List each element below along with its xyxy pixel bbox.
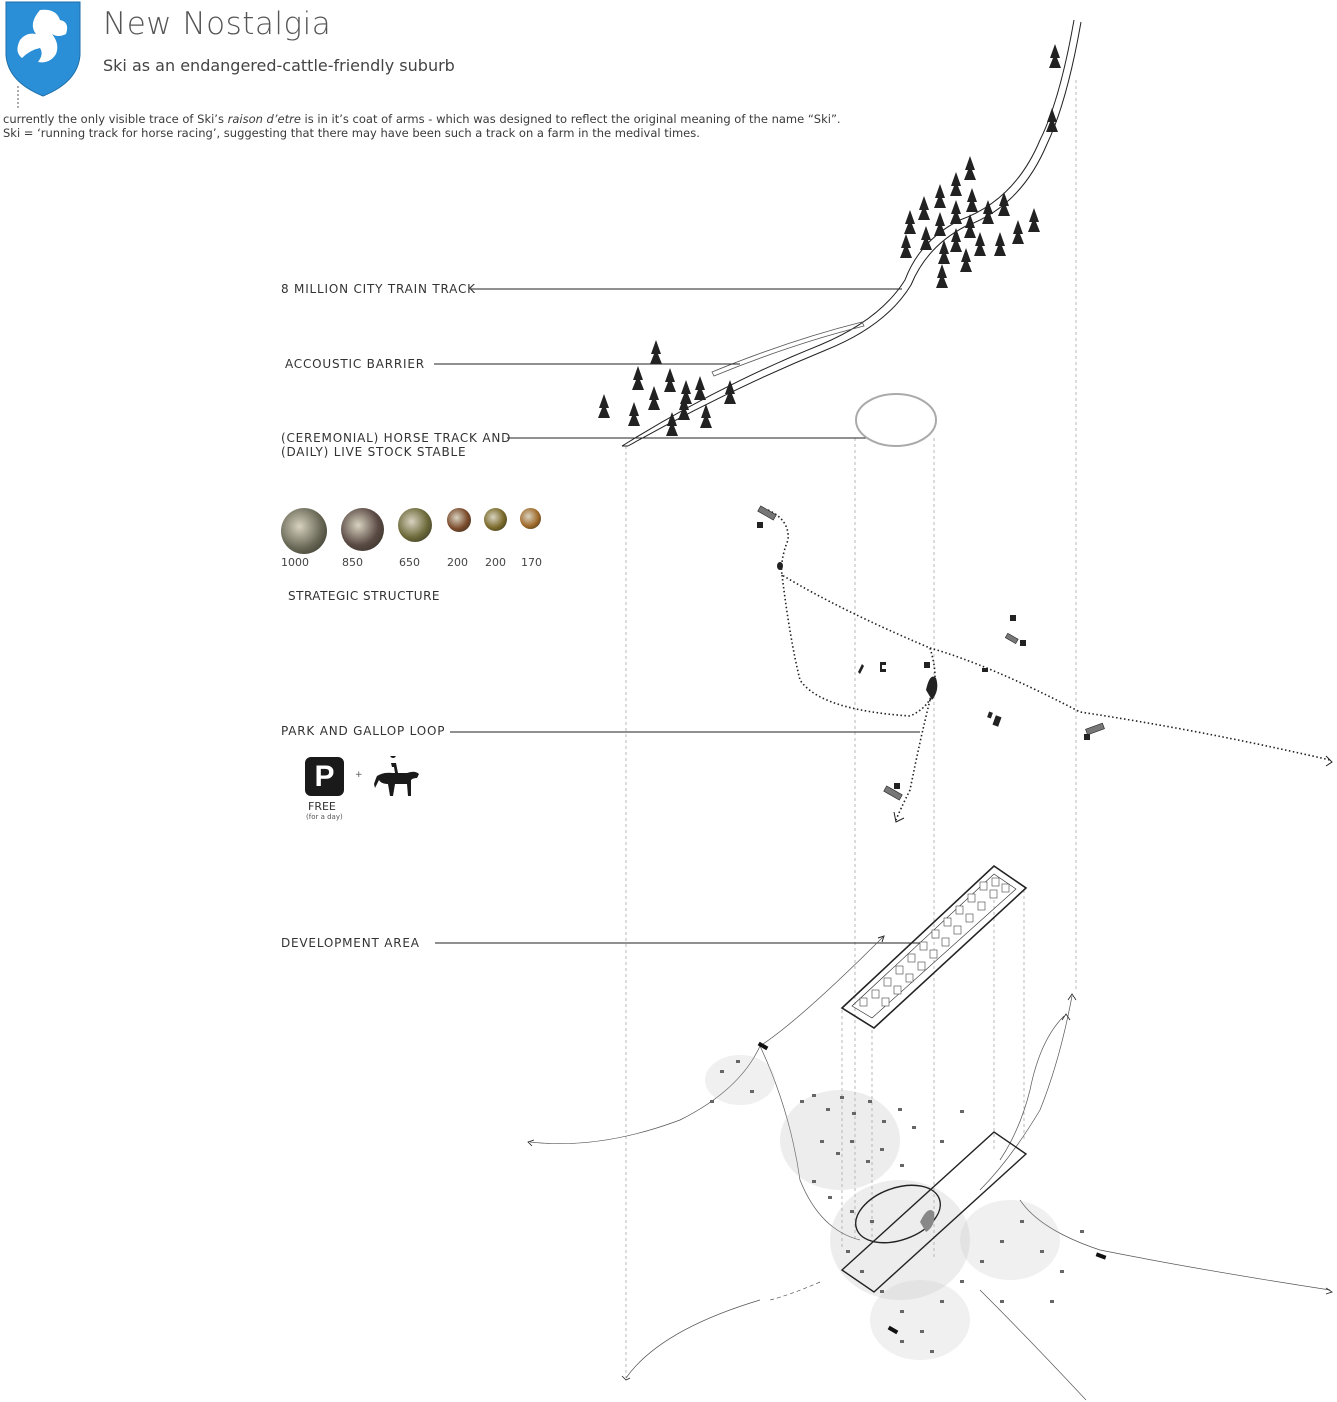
- label-strategic-structure: STRATEGIC STRUCTURE: [288, 589, 440, 603]
- horse-track-oval: [856, 394, 936, 446]
- small-p-icons: [757, 522, 1090, 789]
- intro-line-1-part-b: is in it’s coat of arms - which was designed to reflect the original meaning of the name “Ski”.: [300, 112, 841, 126]
- page-subtitle: Ski as an endangered-cattle-friendly suburb: [103, 56, 455, 75]
- livestock-count-3: 650: [399, 556, 420, 569]
- label-acoustic-barrier: ACCOUSTIC BARRIER: [285, 357, 425, 371]
- train-track: [622, 20, 1081, 446]
- leader-lines: [434, 289, 920, 943]
- label-development-area: DEVELOPMENT AREA: [281, 936, 420, 950]
- town-texture: [705, 1055, 1060, 1360]
- intro-line-1-emphasis: raison d’etre: [227, 112, 301, 126]
- free-label: FREE: [308, 800, 336, 813]
- parking-icon: [305, 757, 344, 796]
- intro-line-1-part-a: currently the only visible trace of Ski’s: [3, 112, 228, 126]
- label-horse-track-line-2: (DAILY) LIVE STOCK STABLE: [281, 445, 467, 459]
- plus-sign: +: [355, 770, 363, 780]
- intro-line-2: Ski = ‘running track for horse racing’, suggesting that there may have been such a track on a farm in the medival times.: [3, 126, 700, 140]
- free-note: (for a day): [306, 813, 343, 821]
- livestock-count-1: 1000: [281, 556, 309, 569]
- label-train-track: 8 MILLION CITY TRAIN TRACK: [281, 282, 476, 296]
- livestock-breed-6: [520, 508, 541, 529]
- label-park-gallop: PARK AND GALLOP LOOP: [281, 724, 446, 738]
- label-horse-track-line-1: (CEREMONIAL) HORSE TRACK AND: [281, 431, 512, 445]
- livestock-breed-3: [398, 508, 432, 542]
- forest-lower: [598, 340, 736, 436]
- livestock-count-6: 170: [521, 556, 542, 569]
- livestock-breed-5: [484, 508, 507, 531]
- label-horse-track: [281, 431, 511, 459]
- acoustic-barrier: [712, 322, 864, 376]
- horse-rider-icon: [373, 756, 423, 798]
- stable-structures: [777, 562, 1002, 727]
- livestock-count-4: 200: [447, 556, 468, 569]
- livestock-count-2: 850: [342, 556, 363, 569]
- parking-icon-letter: P: [314, 759, 335, 793]
- page-title: New Nostalgia: [103, 6, 332, 42]
- livestock-breed-1: [281, 508, 327, 554]
- livestock-breed-4: [447, 508, 471, 532]
- livestock-count-5: 200: [485, 556, 506, 569]
- forest-upper: [900, 44, 1061, 288]
- livestock-breed-2: [341, 508, 384, 551]
- gallop-loop-paths: [768, 510, 1330, 820]
